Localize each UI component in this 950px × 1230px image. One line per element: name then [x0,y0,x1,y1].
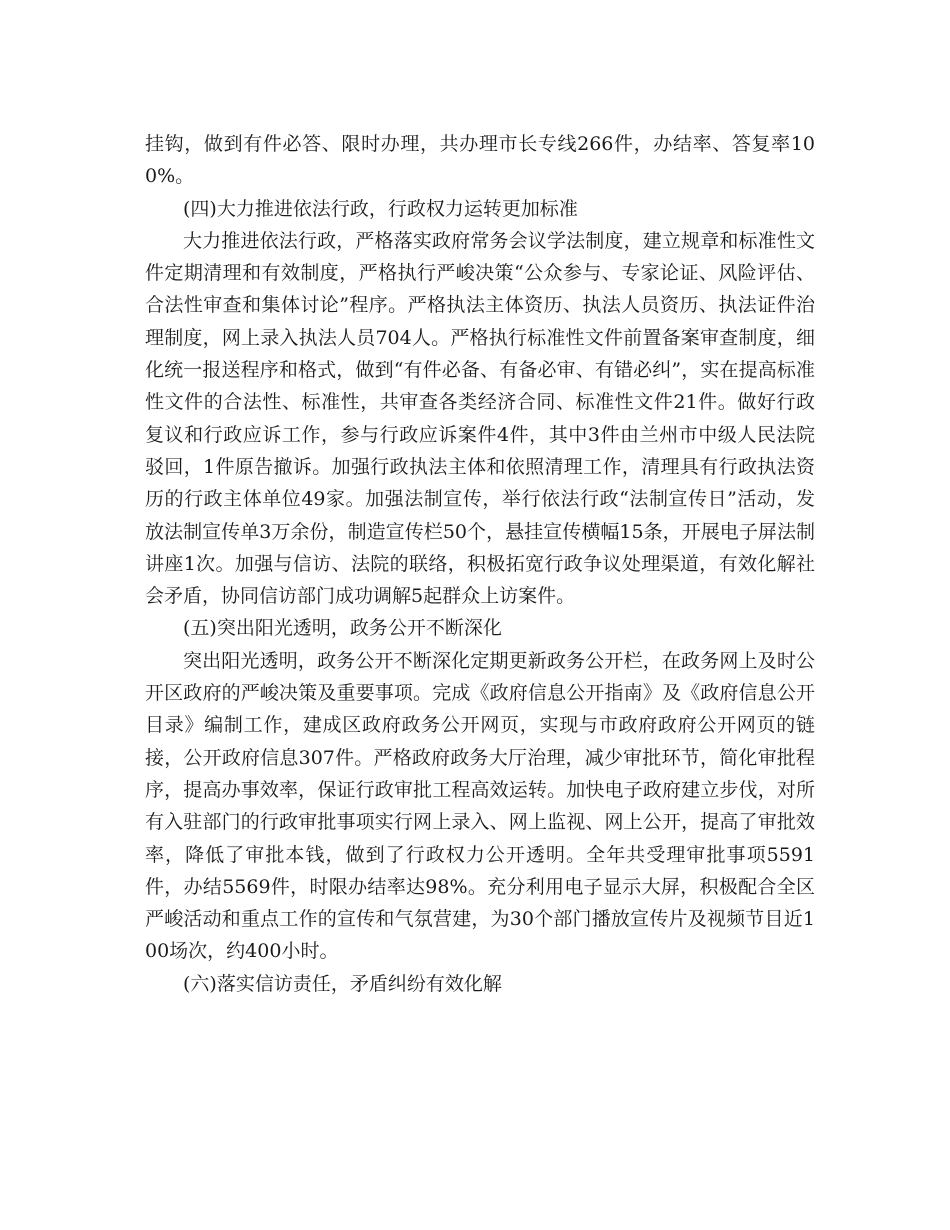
section-heading-5: (五)突出阳光透明，政务公开不断深化 [183,617,502,640]
body-paragraph-1: 挂钩，做到有件必答、限时办理，共办理市长专线266件，办结率、答复率100%。 [145,133,815,188]
section-heading-6: (六)落实信访责任，矛盾纠纷有效化解 [183,972,502,995]
body-paragraph-3: 突出阳光透明，政务公开不断深化定期更新政务公开栏，在政务网上及时公开区政府的严峻决策及重要事项。完成《政府信息公开指南》及《政府信息公开目录》编制工作，建成区政府政务公开网页，实现与市政府政府公开网页的链接，公开政府信息307件。严格政府政务大厅治理，减少审批环节，简化审批程序，提高办事效率，保证行政审批工程高效运转。加快电子政府建立步伐，对所有入驻部门的行政审批事项实行网上录入、网上监视、网上公开，提高了审批效率，降低了审批本钱，做到了行政权力公开透明。全年共受理审批事项5591件，办结5569件，时限办结率达98%。充分利用电子显示大屏，积极配合全区严峻活动和重点工作的宣传和气氛营建，为30个部门播放宣传片及视频节目近100场次，约400小时。 [145,649,815,963]
document-body [145,128,815,1000]
section-heading-4: (四)大力推进依法行政，行政权力运转更加标准 [183,197,578,220]
body-paragraph-2: 大力推进依法行政，严格落实政府常务会议学法制度，建立规章和标准性文件定期清理和有效制度，严格执行严峻决策“公众参与、专家论证、风险评估、合法性审查和集体讨论”程序。严格执法主体资历、执法人员资历、执法证件治理制度，网上录入执法人员704人。严格执行标准性文件前置备案审查制度，细化统一报送程序和格式，做到“有件必备、有备必审、有错必纠”，实在提高标准性文件的合法性、标准性，共审查各类经济合同、标准性文件21件。做好行政复议和行政应诉工作，参与行政应诉案件4件，其中3件由兰州市中级人民法院驳回，1件原告撤诉。加强行政执法主体和依照清理工作，清理具有行政执法资历的行政主体单位49家。加强法制宣传，举行依法行政“法制宣传日”活动，发放法制宣传单3万余份，制造宣传栏50个，悬挂宣传横幅15条，开展电子屏法制讲座1次。加强与信访、法院的联络，积极拓宽行政争议处理渠道，有效化解社会矛盾，协同信访部门成功调解5起群众上访案件。 [145,229,815,608]
